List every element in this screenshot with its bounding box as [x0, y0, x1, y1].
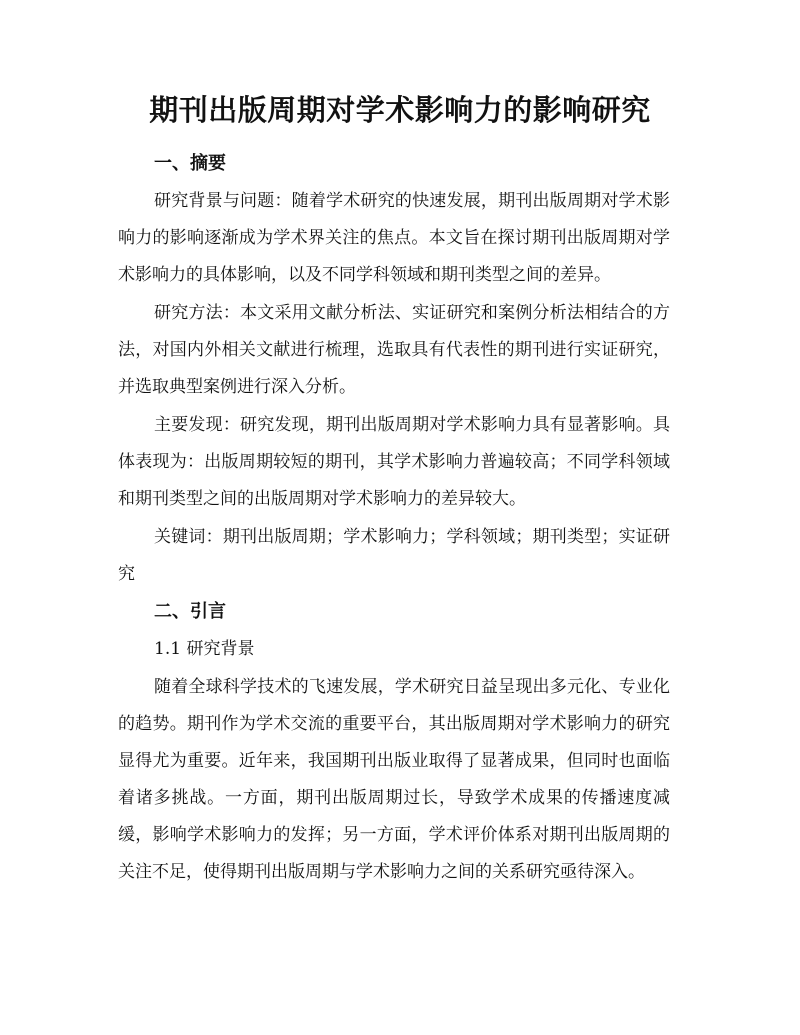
document-body	[118, 146, 670, 892]
abstract-background-paragraph: 研究背景与问题：随着学术研究的快速发展，期刊出版周期对学术影响力的影响逐渐成为学术界关注的焦点。本文旨在探讨期刊出版周期对学术影响力的具体影响，以及不同学科领域和期刊类型之间的差异。	[118, 191, 670, 285]
abstract-heading: 一、摘要	[154, 153, 226, 174]
document-title: 期刊出版周期对学术影响力的影响研究	[149, 93, 651, 127]
abstract-findings-paragraph: 主要发现：研究发现，期刊出版周期对学术影响力具有显著影响。具体表现为：出版周期较短的期刊，其学术影响力普遍较高；不同学科领域和期刊类型之间的出版周期对学术影响力的差异较大。	[118, 415, 670, 509]
keywords-paragraph: 关键词：期刊出版周期；学术影响力；学科领域；期刊类型；实证研究	[118, 527, 670, 584]
abstract-method-paragraph: 研究方法：本文采用文献分析法、实证研究和案例分析法相结合的方法，对国内外相关文献进行梳理，选取具有代表性的期刊进行实证研究，并选取典型案例进行深入分析。	[118, 303, 670, 397]
intro-background-paragraph: 随着全球科学技术的飞速发展，学术研究日益呈现出多元化、专业化的趋势。期刊作为学术交流的重要平台，其出版周期对学术影响力的研究显得尤为重要。近年来，我国期刊出版业取得了显著成果，但同时也面临着诸多挑战。一方面，期刊出版周期过长，导致学术成果的传播速度减缓，影响学术影响力的发挥；另一方面，学术评价体系对期刊出版周期的关注不足，使得期刊出版周期与学术影响力之间的关系研究亟待深入。	[118, 677, 670, 882]
intro-subheading: 1.1 研究背景	[154, 639, 255, 659]
intro-heading: 二、引言	[154, 601, 226, 622]
